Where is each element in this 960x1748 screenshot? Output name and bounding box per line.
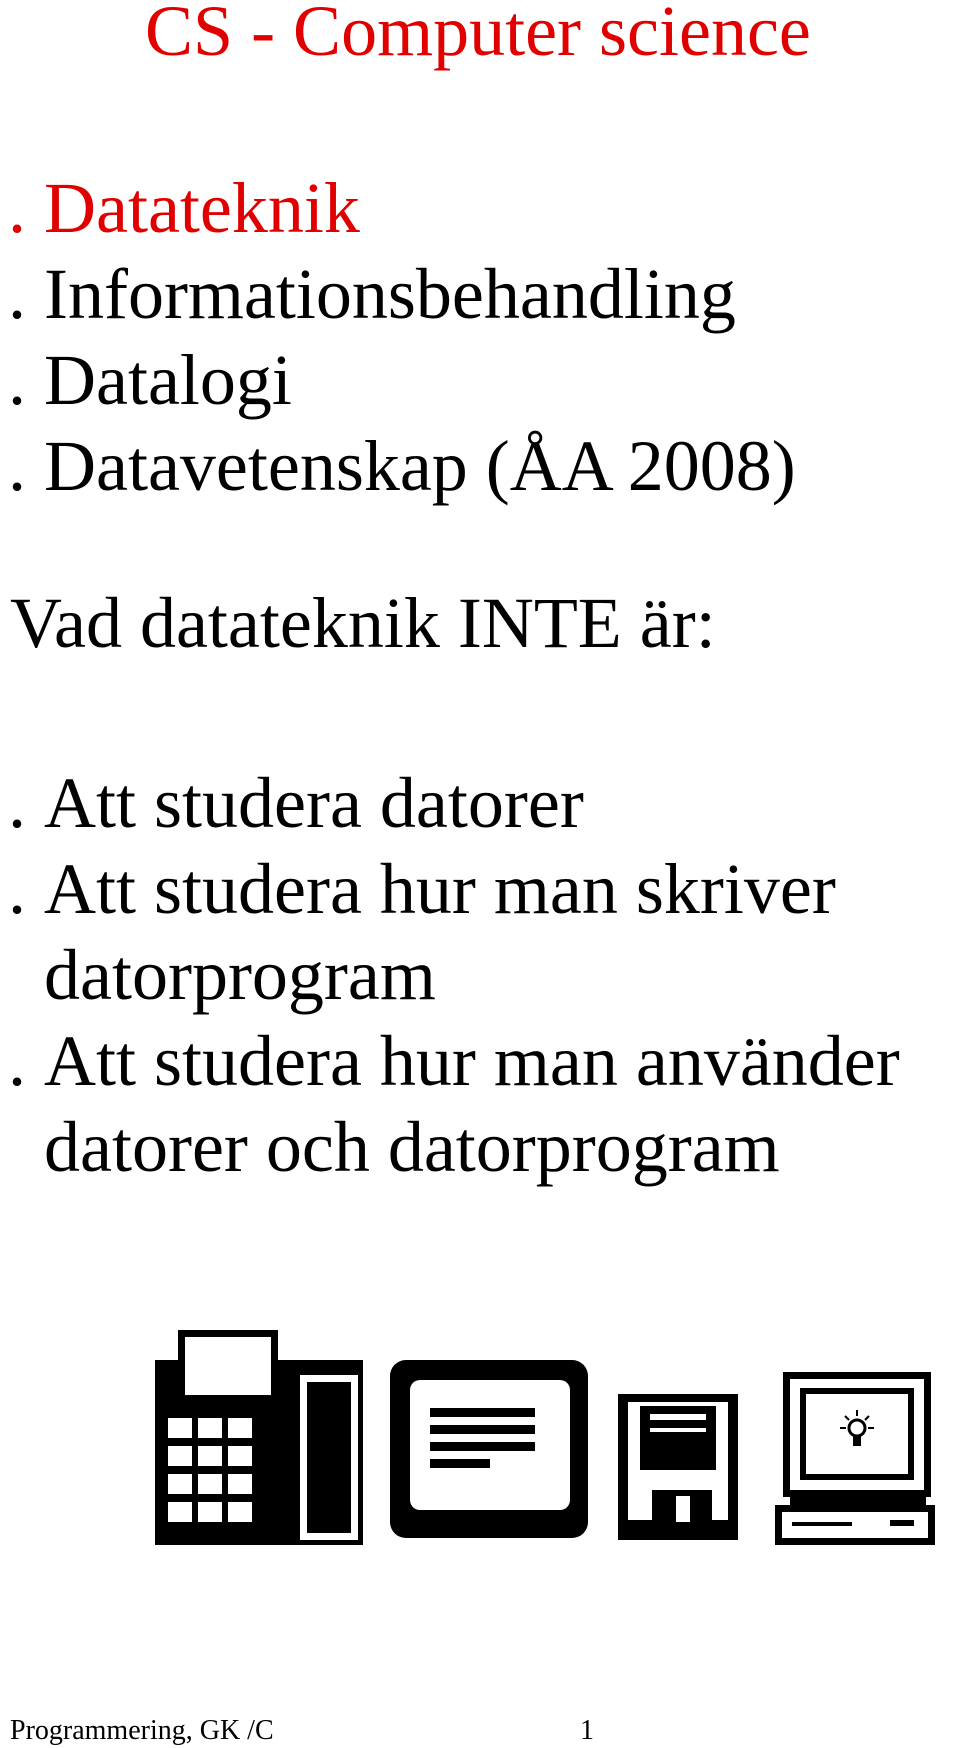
slide-title: CS - Computer science (145, 0, 811, 71)
not-item-use-computers (8, 1018, 960, 1190)
not-item-write-programs (8, 846, 924, 1018)
bullet-marker: . (8, 1021, 26, 1101)
name-item-datateknik (8, 165, 360, 251)
bullet-marker: . (8, 849, 26, 929)
name-item-label: Datalogi (44, 340, 292, 420)
floppy-disk-icon (618, 1394, 738, 1540)
bullet-marker: . (8, 763, 26, 843)
bullet-marker: . (8, 168, 26, 248)
clipart-row (0, 1330, 960, 1570)
name-item-datavetenskap (8, 423, 796, 509)
name-item-label: Datateknik (44, 168, 360, 248)
bullet-marker: . (8, 426, 26, 506)
document-tablet-icon (390, 1360, 588, 1538)
name-item-informationsbehandling (8, 251, 736, 337)
not-item-label: Att studera datorer (44, 763, 584, 843)
footer-page-number: 1 (580, 1715, 594, 1746)
section-heading: Vad datateknik INTE är: (10, 583, 716, 663)
name-item-label: Informationsbehandling (44, 254, 736, 334)
not-item-study-computers (8, 760, 960, 846)
name-item-datalogi (8, 337, 292, 423)
bullet-marker: . (8, 254, 26, 334)
not-item-label: Att studera hur man använder datorer och datorprogram (44, 1021, 900, 1187)
fax-phone-icon (155, 1330, 363, 1545)
not-item-label: Att studera hur man skriver datorprogram (44, 849, 836, 1015)
footer-course: Programmering, GK /C (10, 1715, 274, 1746)
name-item-label: Datavetenskap (ÅA 2008) (44, 426, 796, 506)
bullet-marker: . (8, 340, 26, 420)
computer-idea-icon (775, 1372, 935, 1545)
